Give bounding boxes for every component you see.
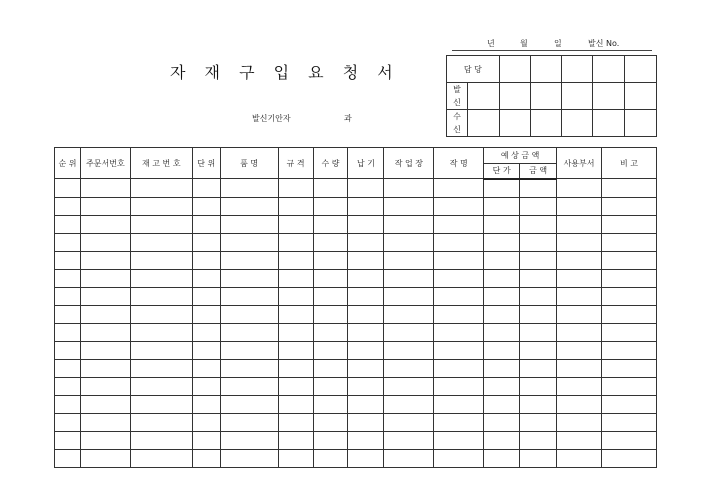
table-cell[interactable] xyxy=(484,305,520,323)
table-cell[interactable] xyxy=(348,395,384,413)
document-title: 자 재 구 입 요 청 서 xyxy=(170,63,400,82)
header-remarks: 비 고 xyxy=(602,148,657,179)
table-cell[interactable] xyxy=(313,341,348,359)
table-cell[interactable] xyxy=(434,377,484,395)
table-cell[interactable] xyxy=(557,359,602,377)
table-cell[interactable] xyxy=(192,215,220,233)
table-cell[interactable] xyxy=(484,251,520,269)
table-cell[interactable] xyxy=(348,287,384,305)
table-cell[interactable] xyxy=(55,377,81,395)
header-unit-price: 단 가 xyxy=(484,164,520,179)
header-seq: 순 위 xyxy=(55,148,81,179)
table-cell[interactable] xyxy=(520,269,557,287)
table-cell[interactable] xyxy=(557,251,602,269)
table-cell[interactable] xyxy=(313,431,348,449)
table-cell[interactable] xyxy=(278,197,313,215)
table-cell[interactable] xyxy=(557,305,602,323)
table-cell[interactable] xyxy=(384,359,434,377)
table-cell[interactable] xyxy=(520,395,557,413)
table-cell[interactable] xyxy=(557,179,602,198)
table-cell[interactable] xyxy=(220,197,278,215)
header-work-name: 작 명 xyxy=(434,148,484,179)
recv-char-1: 수 xyxy=(453,112,461,121)
table-cell[interactable] xyxy=(484,215,520,233)
table-cell[interactable] xyxy=(130,413,192,431)
sender-label: 발신기안자 xyxy=(252,114,291,123)
table-cell[interactable] xyxy=(484,413,520,431)
table-cell[interactable] xyxy=(80,449,130,467)
table-cell[interactable] xyxy=(130,341,192,359)
table-cell[interactable] xyxy=(192,377,220,395)
table-cell[interactable] xyxy=(130,395,192,413)
table-cell[interactable] xyxy=(278,323,313,341)
table-cell[interactable] xyxy=(278,449,313,467)
table-cell[interactable] xyxy=(313,287,348,305)
table-cell[interactable] xyxy=(278,359,313,377)
table-cell[interactable] xyxy=(520,359,557,377)
table-cell[interactable] xyxy=(384,251,434,269)
table-cell[interactable] xyxy=(130,305,192,323)
table-cell[interactable] xyxy=(557,431,602,449)
table-cell[interactable] xyxy=(602,431,657,449)
table-row xyxy=(55,287,657,305)
table-cell[interactable] xyxy=(192,359,220,377)
table-cell[interactable] xyxy=(80,287,130,305)
approval-cell[interactable] xyxy=(530,110,562,137)
table-cell[interactable] xyxy=(313,197,348,215)
table-cell[interactable] xyxy=(220,323,278,341)
table-cell[interactable] xyxy=(313,377,348,395)
table-cell[interactable] xyxy=(278,233,313,251)
table-cell[interactable] xyxy=(55,323,81,341)
table-cell[interactable] xyxy=(55,179,81,198)
table-cell[interactable] xyxy=(80,215,130,233)
approval-cell[interactable] xyxy=(562,83,593,110)
table-cell[interactable] xyxy=(278,413,313,431)
table-cell[interactable] xyxy=(602,269,657,287)
table-cell[interactable] xyxy=(80,395,130,413)
table-cell[interactable] xyxy=(278,251,313,269)
table-cell[interactable] xyxy=(192,287,220,305)
month-label: 월 xyxy=(520,39,528,48)
table-cell[interactable] xyxy=(602,287,657,305)
table-cell[interactable] xyxy=(220,413,278,431)
table-cell[interactable] xyxy=(434,413,484,431)
table-cell[interactable] xyxy=(384,215,434,233)
table-cell[interactable] xyxy=(313,305,348,323)
table-cell[interactable] xyxy=(220,233,278,251)
table-cell[interactable] xyxy=(434,197,484,215)
table-cell[interactable] xyxy=(484,233,520,251)
table-cell[interactable] xyxy=(55,215,81,233)
table-cell[interactable] xyxy=(80,233,130,251)
recv-char-2: 신 xyxy=(453,125,461,134)
table-cell[interactable] xyxy=(220,359,278,377)
table-cell[interactable] xyxy=(484,197,520,215)
table-cell[interactable] xyxy=(602,197,657,215)
table-cell[interactable] xyxy=(313,359,348,377)
table-cell[interactable] xyxy=(80,377,130,395)
table-cell[interactable] xyxy=(384,305,434,323)
table-cell[interactable] xyxy=(278,431,313,449)
table-cell[interactable] xyxy=(348,251,384,269)
table-row xyxy=(55,377,657,395)
table-cell[interactable] xyxy=(55,305,81,323)
table-cell[interactable] xyxy=(130,377,192,395)
table-cell[interactable] xyxy=(130,215,192,233)
table-cell[interactable] xyxy=(220,179,278,198)
table-cell[interactable] xyxy=(220,449,278,467)
table-row xyxy=(55,323,657,341)
table-cell[interactable] xyxy=(520,449,557,467)
table-cell[interactable] xyxy=(192,413,220,431)
table-cell[interactable] xyxy=(192,197,220,215)
approval-cell[interactable] xyxy=(593,83,625,110)
table-cell[interactable] xyxy=(80,323,130,341)
table-cell[interactable] xyxy=(80,269,130,287)
table-cell[interactable] xyxy=(130,449,192,467)
table-cell[interactable] xyxy=(313,395,348,413)
table-cell[interactable] xyxy=(348,413,384,431)
table-cell[interactable] xyxy=(602,341,657,359)
table-cell[interactable] xyxy=(313,449,348,467)
header-unit: 단 위 xyxy=(192,148,220,179)
charge-label: 담 당 xyxy=(447,56,500,83)
table-cell[interactable] xyxy=(557,269,602,287)
recv-label xyxy=(447,110,468,137)
table-cell[interactable] xyxy=(520,215,557,233)
table-cell[interactable] xyxy=(602,305,657,323)
table-cell[interactable] xyxy=(602,449,657,467)
table-cell[interactable] xyxy=(520,305,557,323)
send-char-1: 발 xyxy=(453,85,461,94)
table-cell[interactable] xyxy=(520,341,557,359)
table-cell[interactable] xyxy=(278,269,313,287)
table-row xyxy=(55,269,657,287)
table-cell[interactable] xyxy=(80,431,130,449)
table-cell[interactable] xyxy=(220,215,278,233)
table-cell[interactable] xyxy=(348,197,384,215)
table-cell[interactable] xyxy=(557,197,602,215)
table-cell[interactable] xyxy=(348,305,384,323)
table-row xyxy=(55,233,657,251)
table-cell[interactable] xyxy=(80,179,130,198)
table-cell[interactable] xyxy=(602,215,657,233)
table-cell[interactable] xyxy=(434,179,484,198)
approval-cell[interactable] xyxy=(562,56,593,83)
table-cell[interactable] xyxy=(602,179,657,198)
table-cell[interactable] xyxy=(313,179,348,198)
table-cell[interactable] xyxy=(557,377,602,395)
approval-cell[interactable] xyxy=(562,110,593,137)
table-cell[interactable] xyxy=(557,341,602,359)
table-cell[interactable] xyxy=(348,179,384,198)
table-row xyxy=(55,179,657,198)
table-cell[interactable] xyxy=(484,395,520,413)
header-order-no: 주문서번호 xyxy=(80,148,130,179)
year-label: 년 xyxy=(487,39,495,48)
table-cell[interactable] xyxy=(434,431,484,449)
table-cell[interactable] xyxy=(80,197,130,215)
table-cell[interactable] xyxy=(192,305,220,323)
table-cell[interactable] xyxy=(55,341,81,359)
table-cell[interactable] xyxy=(348,323,384,341)
table-cell[interactable] xyxy=(602,395,657,413)
day-label: 일 xyxy=(554,39,562,48)
table-cell[interactable] xyxy=(384,287,434,305)
approval-cell[interactable] xyxy=(530,83,562,110)
table-cell[interactable] xyxy=(520,233,557,251)
table-cell[interactable] xyxy=(55,359,81,377)
table-cell[interactable] xyxy=(602,359,657,377)
table-cell[interactable] xyxy=(557,449,602,467)
header-spec: 규 격 xyxy=(278,148,313,179)
table-cell[interactable] xyxy=(384,449,434,467)
table-cell[interactable] xyxy=(130,359,192,377)
approval-cell[interactable] xyxy=(499,56,530,83)
table-cell[interactable] xyxy=(384,179,434,198)
table-cell[interactable] xyxy=(557,413,602,431)
table-cell[interactable] xyxy=(55,233,81,251)
date-line xyxy=(452,38,652,51)
table-row xyxy=(55,305,657,323)
table-cell[interactable] xyxy=(55,449,81,467)
table-cell[interactable] xyxy=(384,431,434,449)
table-cell[interactable] xyxy=(520,251,557,269)
table-cell[interactable] xyxy=(348,215,384,233)
table-row xyxy=(55,215,657,233)
table-cell[interactable] xyxy=(602,413,657,431)
table-cell[interactable] xyxy=(520,377,557,395)
approval-cell[interactable] xyxy=(530,56,562,83)
table-cell[interactable] xyxy=(313,269,348,287)
table-cell[interactable] xyxy=(55,269,81,287)
table-cell[interactable] xyxy=(484,377,520,395)
table-cell[interactable] xyxy=(348,359,384,377)
table-cell[interactable] xyxy=(192,449,220,467)
table-row xyxy=(55,251,657,269)
table-cell[interactable] xyxy=(80,341,130,359)
table-cell[interactable] xyxy=(192,341,220,359)
table-cell[interactable] xyxy=(520,197,557,215)
header-delivery: 납 기 xyxy=(348,148,384,179)
table-cell[interactable] xyxy=(80,305,130,323)
table-cell[interactable] xyxy=(384,413,434,431)
table-cell[interactable] xyxy=(348,431,384,449)
table-cell[interactable] xyxy=(434,341,484,359)
header-amount: 금 액 xyxy=(520,164,557,179)
table-cell[interactable] xyxy=(434,323,484,341)
table-cell[interactable] xyxy=(484,287,520,305)
table-cell[interactable] xyxy=(602,323,657,341)
table-cell[interactable] xyxy=(192,323,220,341)
issue-no-label: 발신 No. xyxy=(588,39,620,48)
approval-cell[interactable] xyxy=(593,56,625,83)
table-cell[interactable] xyxy=(220,305,278,323)
table-cell[interactable] xyxy=(278,377,313,395)
table-cell[interactable] xyxy=(348,341,384,359)
approval-cell[interactable] xyxy=(467,110,499,137)
table-cell[interactable] xyxy=(520,431,557,449)
table-cell[interactable] xyxy=(484,449,520,467)
table-cell[interactable] xyxy=(220,287,278,305)
table-cell[interactable] xyxy=(220,431,278,449)
table-cell[interactable] xyxy=(278,341,313,359)
approval-cell[interactable] xyxy=(625,110,657,137)
table-cell[interactable] xyxy=(484,269,520,287)
table-cell[interactable] xyxy=(348,449,384,467)
table-cell[interactable] xyxy=(130,323,192,341)
table-cell[interactable] xyxy=(520,287,557,305)
table-cell[interactable] xyxy=(520,323,557,341)
table-cell[interactable] xyxy=(130,431,192,449)
table-cell[interactable] xyxy=(192,179,220,198)
table-cell[interactable] xyxy=(220,377,278,395)
table-cell[interactable] xyxy=(80,359,130,377)
table-cell[interactable] xyxy=(348,377,384,395)
table-cell[interactable] xyxy=(192,269,220,287)
table-cell[interactable] xyxy=(313,233,348,251)
table-cell[interactable] xyxy=(384,395,434,413)
table-row xyxy=(55,197,657,215)
approval-box xyxy=(446,55,657,137)
table-cell[interactable] xyxy=(520,179,557,198)
table-cell[interactable] xyxy=(278,395,313,413)
send-label xyxy=(447,83,468,110)
table-cell[interactable] xyxy=(192,233,220,251)
table-cell[interactable] xyxy=(192,395,220,413)
table-cell[interactable] xyxy=(130,233,192,251)
table-cell[interactable] xyxy=(484,323,520,341)
table-cell[interactable] xyxy=(80,251,130,269)
table-cell[interactable] xyxy=(384,197,434,215)
table-cell[interactable] xyxy=(348,269,384,287)
header-site: 작 업 장 xyxy=(384,148,434,179)
table-cell[interactable] xyxy=(130,251,192,269)
table-cell[interactable] xyxy=(220,251,278,269)
header-est-amount: 예 상 금 액 xyxy=(484,148,557,164)
table-cell[interactable] xyxy=(434,359,484,377)
approval-cell[interactable] xyxy=(499,110,530,137)
request-table xyxy=(54,147,657,468)
table-cell[interactable] xyxy=(384,233,434,251)
table-cell[interactable] xyxy=(484,431,520,449)
table-cell[interactable] xyxy=(55,251,81,269)
dept-label: 과 xyxy=(344,114,352,123)
table-cell[interactable] xyxy=(384,377,434,395)
table-cell[interactable] xyxy=(434,449,484,467)
table-cell[interactable] xyxy=(278,215,313,233)
table-cell[interactable] xyxy=(484,359,520,377)
table-cell[interactable] xyxy=(192,431,220,449)
table-cell[interactable] xyxy=(55,197,81,215)
table-cell[interactable] xyxy=(55,431,81,449)
table-cell[interactable] xyxy=(434,233,484,251)
table-body xyxy=(55,179,657,468)
table-cell[interactable] xyxy=(384,341,434,359)
header-material-no: 재 고 번 호 xyxy=(130,148,192,179)
table-cell[interactable] xyxy=(520,413,557,431)
header-item: 품 명 xyxy=(220,148,278,179)
table-cell[interactable] xyxy=(434,395,484,413)
table-cell[interactable] xyxy=(55,287,81,305)
table-row xyxy=(55,341,657,359)
approval-cell[interactable] xyxy=(593,110,625,137)
table-cell[interactable] xyxy=(313,323,348,341)
table-row xyxy=(55,449,657,467)
table-cell[interactable] xyxy=(130,197,192,215)
table-row xyxy=(55,431,657,449)
table-cell[interactable] xyxy=(434,287,484,305)
table-row xyxy=(55,359,657,377)
table-cell[interactable] xyxy=(55,413,81,431)
table-cell[interactable] xyxy=(557,287,602,305)
table-cell[interactable] xyxy=(557,215,602,233)
table-cell[interactable] xyxy=(313,251,348,269)
table-cell[interactable] xyxy=(484,179,520,198)
table-cell[interactable] xyxy=(55,395,81,413)
table-cell[interactable] xyxy=(348,233,384,251)
table-cell[interactable] xyxy=(434,251,484,269)
approval-cell[interactable] xyxy=(467,83,499,110)
header-qty: 수 량 xyxy=(313,148,348,179)
table-cell[interactable] xyxy=(384,323,434,341)
table-cell[interactable] xyxy=(192,251,220,269)
table-cell[interactable] xyxy=(557,395,602,413)
header-dept: 사용부서 xyxy=(557,148,602,179)
table-row xyxy=(55,413,657,431)
table-cell[interactable] xyxy=(278,179,313,198)
table-cell[interactable] xyxy=(278,305,313,323)
table-cell[interactable] xyxy=(557,323,602,341)
table-cell[interactable] xyxy=(220,269,278,287)
table-cell[interactable] xyxy=(484,341,520,359)
table-row xyxy=(55,395,657,413)
approval-cell[interactable] xyxy=(625,56,657,83)
table-cell[interactable] xyxy=(434,215,484,233)
table-cell[interactable] xyxy=(313,413,348,431)
table-cell[interactable] xyxy=(557,233,602,251)
table-cell[interactable] xyxy=(220,395,278,413)
table-cell[interactable] xyxy=(80,413,130,431)
table-cell[interactable] xyxy=(602,233,657,251)
send-char-2: 신 xyxy=(453,98,461,107)
table-cell[interactable] xyxy=(130,179,192,198)
table-cell[interactable] xyxy=(602,251,657,269)
table-cell[interactable] xyxy=(278,287,313,305)
table-cell[interactable] xyxy=(130,287,192,305)
table-cell[interactable] xyxy=(130,269,192,287)
table-cell[interactable] xyxy=(602,377,657,395)
approval-cell[interactable] xyxy=(499,83,530,110)
table-cell[interactable] xyxy=(434,269,484,287)
table-cell[interactable] xyxy=(434,305,484,323)
approval-cell[interactable] xyxy=(625,83,657,110)
table-cell[interactable] xyxy=(313,215,348,233)
table-cell[interactable] xyxy=(384,269,434,287)
table-cell[interactable] xyxy=(220,341,278,359)
